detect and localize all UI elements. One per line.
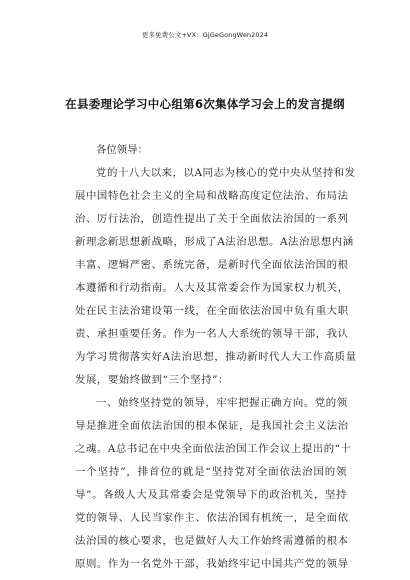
paragraph-line: 导是推进全面依法治国的根本保证，是我国社会主义法治	[75, 420, 349, 432]
paragraph-line: 为学习贯彻落实好A法治思想，推动新时代人大工作高质量	[75, 351, 357, 363]
paragraph-line: 之魂。A总书记在中央全面依法治国工作会议上提出的“十	[75, 443, 352, 455]
paragraph-line: 展中国特色社会主义的全局和战略高度定位法治、布局法	[75, 190, 349, 202]
paragraph-line: 法治国的核心要求，也是做好人大工作始终需遵循的根本	[75, 535, 349, 547]
paragraph-line: 党的领导、人民当家作主、依法治国有机统一，是全面依	[75, 512, 349, 524]
paragraph-line: 治、厉行法治，创造性提出了关于全面依法治国的一系列	[75, 213, 349, 225]
paragraph-line: 党的十八大以来，以A同志为核心的党中央从坚持和发	[96, 167, 356, 179]
paragraph-line: 发展，要始终做到“三个坚持”：	[75, 374, 229, 386]
paragraph-line: 新理念新思想新战略，形成了A法治思想。A法治思想内涵	[75, 236, 354, 248]
paragraph-line: 丰富、逻辑严密、系统完备，是新时代全面依法治国的根	[75, 259, 349, 271]
paragraph-line: 处在民主法治建设第一线，在全面依法治国中负有重大职	[75, 305, 349, 317]
paragraph-line: 本遵循和行动指南。人大及其常委会作为国家权力机关，	[75, 282, 349, 294]
greeting: 各位领导：	[96, 144, 148, 156]
header-note: 更多免费公文+VX：GjGeGongWen2024	[141, 31, 269, 39]
paragraph-line: 责、承担重要任务。作为一名人大系统的领导干部，我认	[75, 328, 349, 340]
paragraph-line: 导”。各级人大及其常委会是党领导下的政治机关，坚持	[75, 489, 347, 501]
paragraph-line: 原则。作为一名党外干部，我始终牢记中国共产党的领导	[75, 558, 349, 570]
section-heading-line: 一、始终坚持党的领导，牢牢把握正确方向。党的领	[96, 397, 348, 409]
paragraph-line: 一个坚持”，排首位的就是“坚持党对全面依法治国的领	[75, 466, 347, 478]
document-title: 在县委理论学习中心组第6次集体学习会上的发言提纲	[65, 97, 345, 111]
document-body	[75, 139, 357, 576]
